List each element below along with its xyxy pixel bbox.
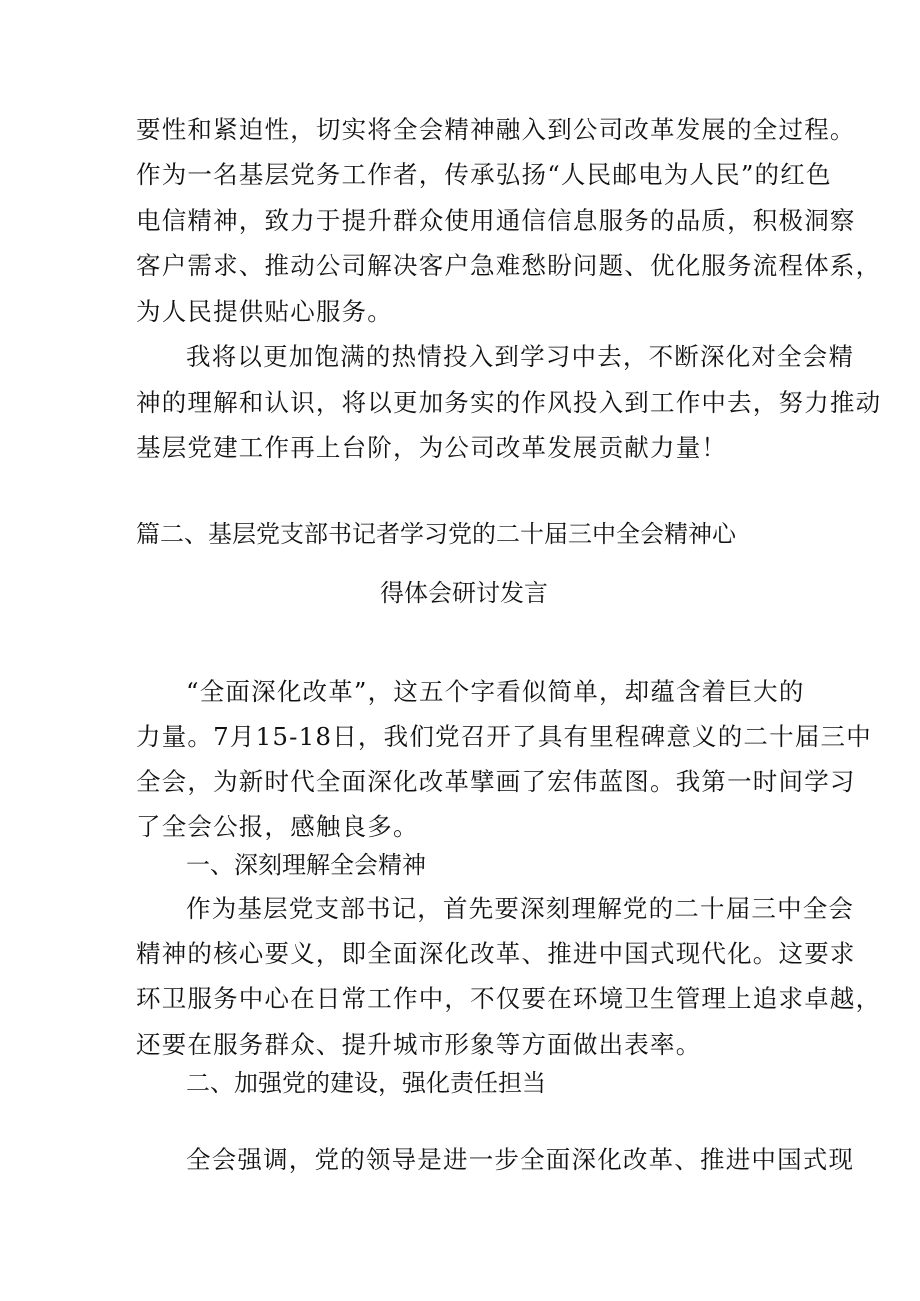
paragraph-line: 全会，为新时代全面深化改革擘画了宏伟蓝图。我第一时间学习 — [136, 767, 856, 796]
paragraph-line: 电信精神，致力于提升群众使用通信信息服务的品质，积极洞察 — [136, 206, 856, 235]
paragraph-line: 基层党建工作再上台阶，为公司改革发展贡献力量！ — [136, 433, 728, 462]
paragraph-line: “全面深化改革”，这五个字看似简单，却蕴含着巨大的 — [186, 677, 805, 706]
paragraph-line: 力量。7月15-18日，我们党召开了具有里程碑意义的二十届三中 — [136, 722, 872, 751]
paragraph-line: 作为基层党支部书记，首先要深刻理解党的二十届三中全会 — [186, 894, 855, 923]
article-title-line1: 篇二、基层党支部书记者学习党的二十届三中全会精神心 — [136, 520, 736, 548]
article-title-line2: 得体会研讨发言 — [380, 579, 548, 607]
paragraph-line: 环卫服务中心在日常工作中，不仅要在环境卫生管理上追求卓越， — [136, 984, 882, 1013]
section-heading: 一、深刻理解全会精神 — [186, 851, 426, 879]
paragraph-line: 作为一名基层党务工作者，传承弘扬“人民邮电为人民”的红色 — [136, 160, 832, 189]
paragraph-line: 精神的核心要义，即全面深化改革、推进中国式现代化。这要求 — [136, 939, 856, 968]
paragraph-line: 要性和紧迫性，切实将全会精神融入到公司改革发展的全过程。 — [136, 115, 856, 144]
paragraph-line: 全会强调，党的领导是进一步全面深化改革、推进中国式现 — [186, 1145, 855, 1174]
paragraph-line: 我将以更加饱满的热情投入到学习中去，不断深化对全会精 — [186, 342, 855, 371]
paragraph-line: 了全会公报，感触良多。 — [136, 812, 419, 841]
section-heading: 二、加强党的建设，强化责任担当 — [186, 1069, 546, 1097]
paragraph-line: 神的理解和认识，将以更加务实的作风投入到工作中去，努力推动 — [136, 388, 882, 417]
paragraph-line: 还要在服务群众、提升城市形象等方面做出表率。 — [136, 1030, 702, 1059]
paragraph-line: 客户需求、推动公司解决客户急难愁盼问题、优化服务流程体系， — [136, 251, 882, 280]
paragraph-line: 为人民提供贴心服务。 — [136, 297, 393, 326]
